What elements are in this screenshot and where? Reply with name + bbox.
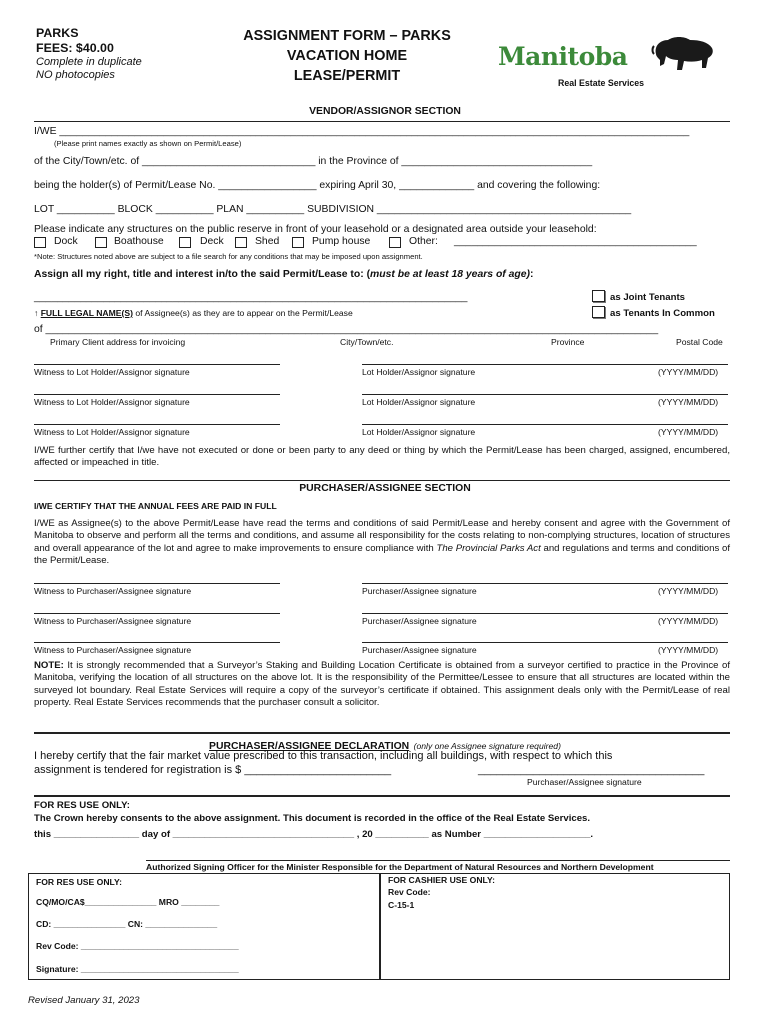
assignor-witness-label-1: Witness to Lot Holder/Assignor signature <box>34 367 190 377</box>
other-label: Other: <box>409 236 438 247</box>
parks-label: PARKS <box>36 26 79 40</box>
note-text: It is strongly recommended that a Surveyor’s Staking and Building Location Certificate is obtained from a surveyor certified to practice in the Province of Manitoba, verifying the location of all structures on the above lot. It is the responsibility of the Permittee/Lessee to ensure that all structures are located within the surveyed lot boundary. Real Estate Services will require a copy of the surveyor’s certificate if obtained. This assignment deals only with the Permit/Lease of real property. Real Estate Services recommends that the purchaser consult a solicitor. <box>34 660 730 709</box>
assignor-signature-label-2: Lot Holder/Assignor signature <box>362 397 476 407</box>
city-province-field[interactable]: of the City/Town/etc. of ______________________________ in the Province of _________________________________ <box>34 156 593 167</box>
assignor-certify-paragraph: I/WE further certify that I/we have not executed or done or been party to any deed or thing by which the Permit/Lease has been charged, assigned, encumbered, affected or impeached in title. <box>34 445 730 469</box>
cq-mro-field[interactable]: CQ/MO/CA$_______________ MRO ________ <box>36 897 220 907</box>
purchaser-top-rule <box>34 480 730 481</box>
address-city-label: City/Town/etc. <box>340 337 394 347</box>
res-use-box-heading: FOR RES USE ONLY: <box>36 877 122 887</box>
provincial-parks-act: The Provincial Parks Act <box>436 542 541 554</box>
logo-wordmark: Manitoba <box>498 42 628 71</box>
assignor-signature-line-1[interactable] <box>362 364 728 365</box>
assignor-date-label-3: (YYYY/MM/DD) <box>658 427 719 437</box>
boathouse-label: Boathouse <box>114 236 164 247</box>
deck-label: Deck <box>200 236 224 247</box>
no-photocopies: NO photocopies <box>36 69 115 81</box>
pump-house-checkbox[interactable] <box>292 237 304 248</box>
assignor-signature-label-1: Lot Holder/Assignor signature <box>362 367 476 377</box>
fees-paid-statement: I/WE CERTIFY THAT THE ANNUAL FEES ARE PAID IN FULL <box>34 501 277 511</box>
dock-label: Dock <box>54 236 78 247</box>
declaration-heading: PURCHASER/ASSIGNEE DECLARATION <box>209 741 410 752</box>
assignee-witness-line-2[interactable] <box>34 613 280 614</box>
assignee-signature-line-1[interactable] <box>362 583 728 584</box>
cashier-rev-code-label: Rev Code: <box>388 887 431 897</box>
assignee-witness-line-3[interactable] <box>34 642 280 643</box>
declaration-signature-label: Purchaser/Assignee signature <box>527 777 642 787</box>
fair-market-value-text: I hereby certify that the fair market value prescribed to this transaction, including all buildings, with respect to which this <box>34 750 613 762</box>
assignee-witness-line-1[interactable] <box>34 583 280 584</box>
assignor-signature-line-2[interactable] <box>362 394 728 395</box>
tenants-in-common-checkbox[interactable] <box>592 306 605 318</box>
iwe-assignor-field[interactable]: I/WE _____________________________________________________________________________________________________________ <box>34 126 690 137</box>
recorded-date-number-field[interactable]: this ________________ day of __________________________________ , 20 __________ as Number ____________________. <box>34 829 594 840</box>
note-label: NOTE: <box>34 660 64 671</box>
up-arrow-icon: ↑ <box>34 308 39 318</box>
assignor-witness-label-3: Witness to Lot Holder/Assignor signature <box>34 427 190 437</box>
assignor-date-label-1: (YYYY/MM/DD) <box>658 367 719 377</box>
form-title-line2: VACATION HOME <box>286 48 408 64</box>
logo-subtitle: Real Estate Services <box>558 78 645 88</box>
assign-rights-bold: Assign all my right, title and interest in/to the said Permit/Lease to: ( <box>34 269 371 280</box>
agreement-text: I/WE as Assignee(s) to the above Permit/Lease have read the terms and conditions of said Permit/Lease and hereby consent and agree with the Government of Manitoba to observe and perform all the terms and conditions, and assume all responsibility for the costs relating to non-complying structures, location of structures and overall appearance of the lot and agree to make improvements to ensure compliance with <box>34 518 730 554</box>
res-use-heading: FOR RES USE ONLY: <box>34 800 130 811</box>
assignee-signature-label-2: Purchaser/Assignee signature <box>362 616 477 626</box>
address-province-label: Province <box>551 337 585 347</box>
other-structure-field[interactable]: __________________________________________ <box>454 236 697 247</box>
signature-field[interactable]: Signature: _________________________________ <box>36 964 239 974</box>
dock-checkbox[interactable] <box>34 237 46 248</box>
rev-code-field[interactable]: Rev Code: _________________________________ <box>36 941 239 951</box>
address-primary-label: Primary Client address for invoicing <box>50 337 186 347</box>
cashier-code-value: C-15-1 <box>388 900 415 910</box>
assignor-witness-label-2: Witness to Lot Holder/Assignor signature <box>34 397 190 407</box>
full-legal-name-hint <box>34 308 353 318</box>
assignee-signature-line-3[interactable] <box>362 642 728 643</box>
assignee-signature-line-2[interactable] <box>362 613 728 614</box>
declaration-signature-line[interactable]: _____________________________________ <box>478 764 705 776</box>
assignee-agreement-paragraph <box>34 518 730 568</box>
vendor-heading-rule <box>34 121 730 122</box>
deck-checkbox[interactable] <box>179 237 191 248</box>
assignee-witness-label-3: Witness to Purchaser/Assignee signature <box>34 645 192 655</box>
form-title-line3: LEASE/PERMIT <box>293 68 401 84</box>
structures-note: *Note: Structures noted above are subject to a file search for any conditions that may be imposed upon assignment. <box>34 252 423 261</box>
assignor-witness-line-1[interactable] <box>34 364 280 365</box>
joint-tenants-label: as Joint Tenants <box>610 292 685 303</box>
assign-rights-statement <box>34 269 533 280</box>
print-names-hint: (Please print names exactly as shown on Permit/Lease) <box>54 139 242 148</box>
complete-in-duplicate: Complete in duplicate <box>36 56 142 68</box>
other-checkbox[interactable] <box>389 237 401 248</box>
assign-colon: : <box>530 269 534 280</box>
address-postal-label: Postal Code <box>676 337 723 347</box>
assignee-witness-label-1: Witness to Purchaser/Assignee signature <box>34 586 192 596</box>
structures-question: Please indicate any structures on the public reserve in front of your leasehold or a designated area outside your leasehold: <box>34 224 597 235</box>
permit-holder-field[interactable]: being the holder(s) of Permit/Lease No. _________________ expiring April 30, _____________ and covering the following: <box>34 180 601 191</box>
tenants-in-common-label: as Tenants In Common <box>610 308 715 319</box>
assignee-name-field[interactable]: ___________________________________________________________________________ <box>34 292 468 303</box>
purchaser-section-heading: PURCHASER/ASSIGNEE SECTION <box>299 483 471 494</box>
vendor-section-heading: VENDOR/ASSIGNOR SECTION <box>309 106 461 117</box>
cashier-use-box <box>380 873 730 980</box>
assignor-signature-label-3: Lot Holder/Assignor signature <box>362 427 476 437</box>
assignor-signature-line-3[interactable] <box>362 424 728 425</box>
assignee-witness-label-2: Witness to Purchaser/Assignee signature <box>34 616 192 626</box>
cashier-use-heading: FOR CASHIER USE ONLY: <box>388 875 495 885</box>
fair-market-value-field[interactable]: assignment is tendered for registration is $ ________________________ <box>34 764 392 776</box>
assignee-signature-label-1: Purchaser/Assignee signature <box>362 586 477 596</box>
shed-checkbox[interactable] <box>235 237 247 248</box>
declaration-heading-note: (only one Assignee signature required) <box>413 741 561 751</box>
full-legal-name-label: FULL LEGAL NAME(S) <box>40 308 133 318</box>
assignee-address-field[interactable]: of __________________________________________________________________________________________________________ <box>34 324 659 335</box>
signing-officer-line[interactable] <box>146 860 730 861</box>
declaration-top-rule <box>34 732 730 734</box>
agreement-text-end: and regulations and terms and conditions of the Permit/Lease. <box>34 542 730 567</box>
revised-date: Revised January 31, 2023 <box>28 995 140 1006</box>
assignee-date-label-1: (YYYY/MM/DD) <box>658 586 719 596</box>
form-title-line1: ASSIGNMENT FORM – PARKS <box>243 28 451 44</box>
age-requirement: must be at least 18 years of age) <box>370 269 531 280</box>
res-use-top-rule <box>34 795 730 797</box>
assignee-signature-label-3: Purchaser/Assignee signature <box>362 645 477 655</box>
lot-block-plan-field[interactable]: LOT __________ BLOCK __________ PLAN __________ SUBDIVISION ____________________________________________ <box>34 204 632 215</box>
assignor-witness-line-2[interactable] <box>34 394 280 395</box>
fees-label: FEES: $40.00 <box>36 41 114 55</box>
surveyor-note-paragraph <box>34 660 730 710</box>
crown-consent-text: The Crown hereby consents to the above assignment. This document is recorded in the office of the Real Estate Services. <box>34 813 591 824</box>
assignee-date-label-2: (YYYY/MM/DD) <box>658 616 719 626</box>
assignee-date-label-3: (YYYY/MM/DD) <box>658 645 719 655</box>
assignor-date-label-2: (YYYY/MM/DD) <box>658 397 719 407</box>
cd-cn-field[interactable]: CD: _______________ CN: _______________ <box>36 919 218 929</box>
pump-house-label: Pump house <box>312 236 371 247</box>
full-legal-name-rest: of Assignee(s) as they are to appear on the Permit/Lease <box>133 308 353 318</box>
structures-checkbox-row <box>34 236 734 250</box>
boathouse-checkbox[interactable] <box>95 237 107 248</box>
shed-label: Shed <box>255 236 280 247</box>
assignor-witness-line-3[interactable] <box>34 424 280 425</box>
signing-officer-label: Authorized Signing Officer for the Minister Responsible for the Department of Natural Resources and Northern Development <box>146 862 654 872</box>
manitoba-logo <box>498 30 738 92</box>
bison-icon <box>650 34 716 74</box>
joint-tenants-checkbox[interactable] <box>592 290 605 302</box>
